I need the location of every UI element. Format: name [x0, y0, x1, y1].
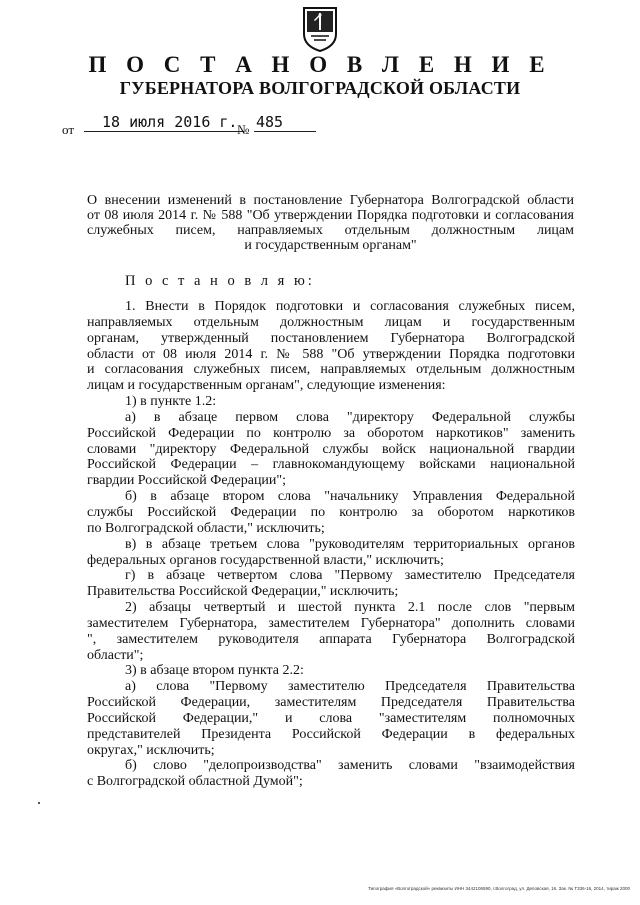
document-subject [87, 193, 574, 253]
date-prefix: от [62, 122, 75, 137]
body-line: службы Российской Федерации по контролю за оборотом наркотиков [87, 504, 575, 520]
body-line: области"; [87, 647, 144, 663]
body-line: заместителем Губернатора, заместителем Губернатора" дополнить словами [87, 615, 575, 631]
body-line: федеральных органов государственной власти," исключить; [87, 552, 444, 568]
body-line: 1) в пункте 1.2: [125, 394, 217, 410]
body-line: г) в абзаце четвертом слова "Первому заместителю Председателя [125, 568, 575, 584]
decree-heading: П о с т а н о в л я ю: [125, 273, 315, 289]
body-line: а) в абзаце первом слова "директору Федеральной службы [125, 409, 575, 425]
document-title: П О С Т А Н О В Л Е Н И Е [88, 52, 552, 77]
body-line: с Волгоградской областной Думой"; [87, 774, 303, 790]
number-prefix: № [237, 122, 250, 137]
document-number: 485 [254, 113, 316, 132]
subject-line: служебных писем, направляемых отдельным должностным лицам [87, 223, 574, 238]
body-line: 1. Внести в Порядок подготовки и согласования служебных писем, [125, 299, 575, 314]
body-line: Российской Федерации по контролю за оборотом наркотиков" заменить [87, 425, 575, 441]
body-line: Правительства Российской Федерации," исключить; [87, 584, 399, 600]
scan-mark [38, 802, 40, 804]
body-line: 3) в абзаце втором пункта 2.2: [125, 663, 304, 679]
printer-imprint: Типография «Волгоградской» реквизиты ИНН 3442106590, г.Волгоград, ул. Деповская, 16. Зак. № Т336-16, 2014, тираж 2000 [368, 886, 630, 891]
body-line: Российской Федерации – главнокомандующему войсками национальной [87, 457, 575, 473]
subject-line: от 08 июля 2014 г. № 588 "Об утверждении Порядка подготовки и согласования [87, 208, 574, 223]
body-line: б) слово "делопроизводства" заменить словами "взаимодействия [125, 758, 575, 774]
body-line: 2) абзацы четвертый и шестой пункта 2.1 после слов "первым [125, 600, 575, 616]
body-line: области от 08 июля 2014 г. № 588 "Об утверждении Порядка подготовки [87, 346, 575, 362]
subject-line: и государственным органам" [244, 238, 417, 253]
body-line: и согласования служебных писем, направляемых отдельным должностным [87, 362, 575, 378]
body-line: б) в абзаце втором слова "начальнику Управления Федеральной [125, 489, 575, 505]
subject-line: О внесении изменений в постановление Губернатора Волгоградской области [87, 193, 574, 208]
body-line: ", заместителем руководителя аппарата Губернатора Волгоградской [87, 631, 575, 647]
body-line: в) в абзаце третьем слова "руководителям территориальных органов [125, 536, 575, 552]
body-line: по Волгоградской области," исключить; [87, 520, 325, 536]
body-line: направляемых отдельным должностным лицам и государственным [87, 314, 575, 330]
document-subtitle: ГУБЕРНАТОРА ВОЛГОГРАДСКОЙ ОБЛАСТИ [119, 78, 521, 98]
body-line: гвардии Российской Федерации"; [87, 473, 287, 489]
document-date: 18 июля 2016 г. [84, 113, 244, 132]
body-line: округах," исключить; [87, 742, 215, 758]
coat-of-arms-icon [302, 6, 338, 52]
body-line: лицам и государственным органам", следующие изменения: [87, 378, 446, 394]
body-line: словами "директору Федеральной службы войск национальной гвардии [87, 441, 575, 457]
body-line: представителей Президента Российской Федерации в федеральных [87, 726, 575, 742]
document-body [87, 299, 575, 790]
body-line: Российской Федерации," и слова "заместителям полномочных [87, 710, 575, 726]
body-line: а) слова "Первому заместителю Председателя Правительства [125, 679, 575, 695]
body-line: Российской Федерации, заместителям Председателя Правительства [87, 695, 575, 711]
body-line: органам, утвержденный постановлением Губернатора Волгоградской [87, 330, 575, 346]
